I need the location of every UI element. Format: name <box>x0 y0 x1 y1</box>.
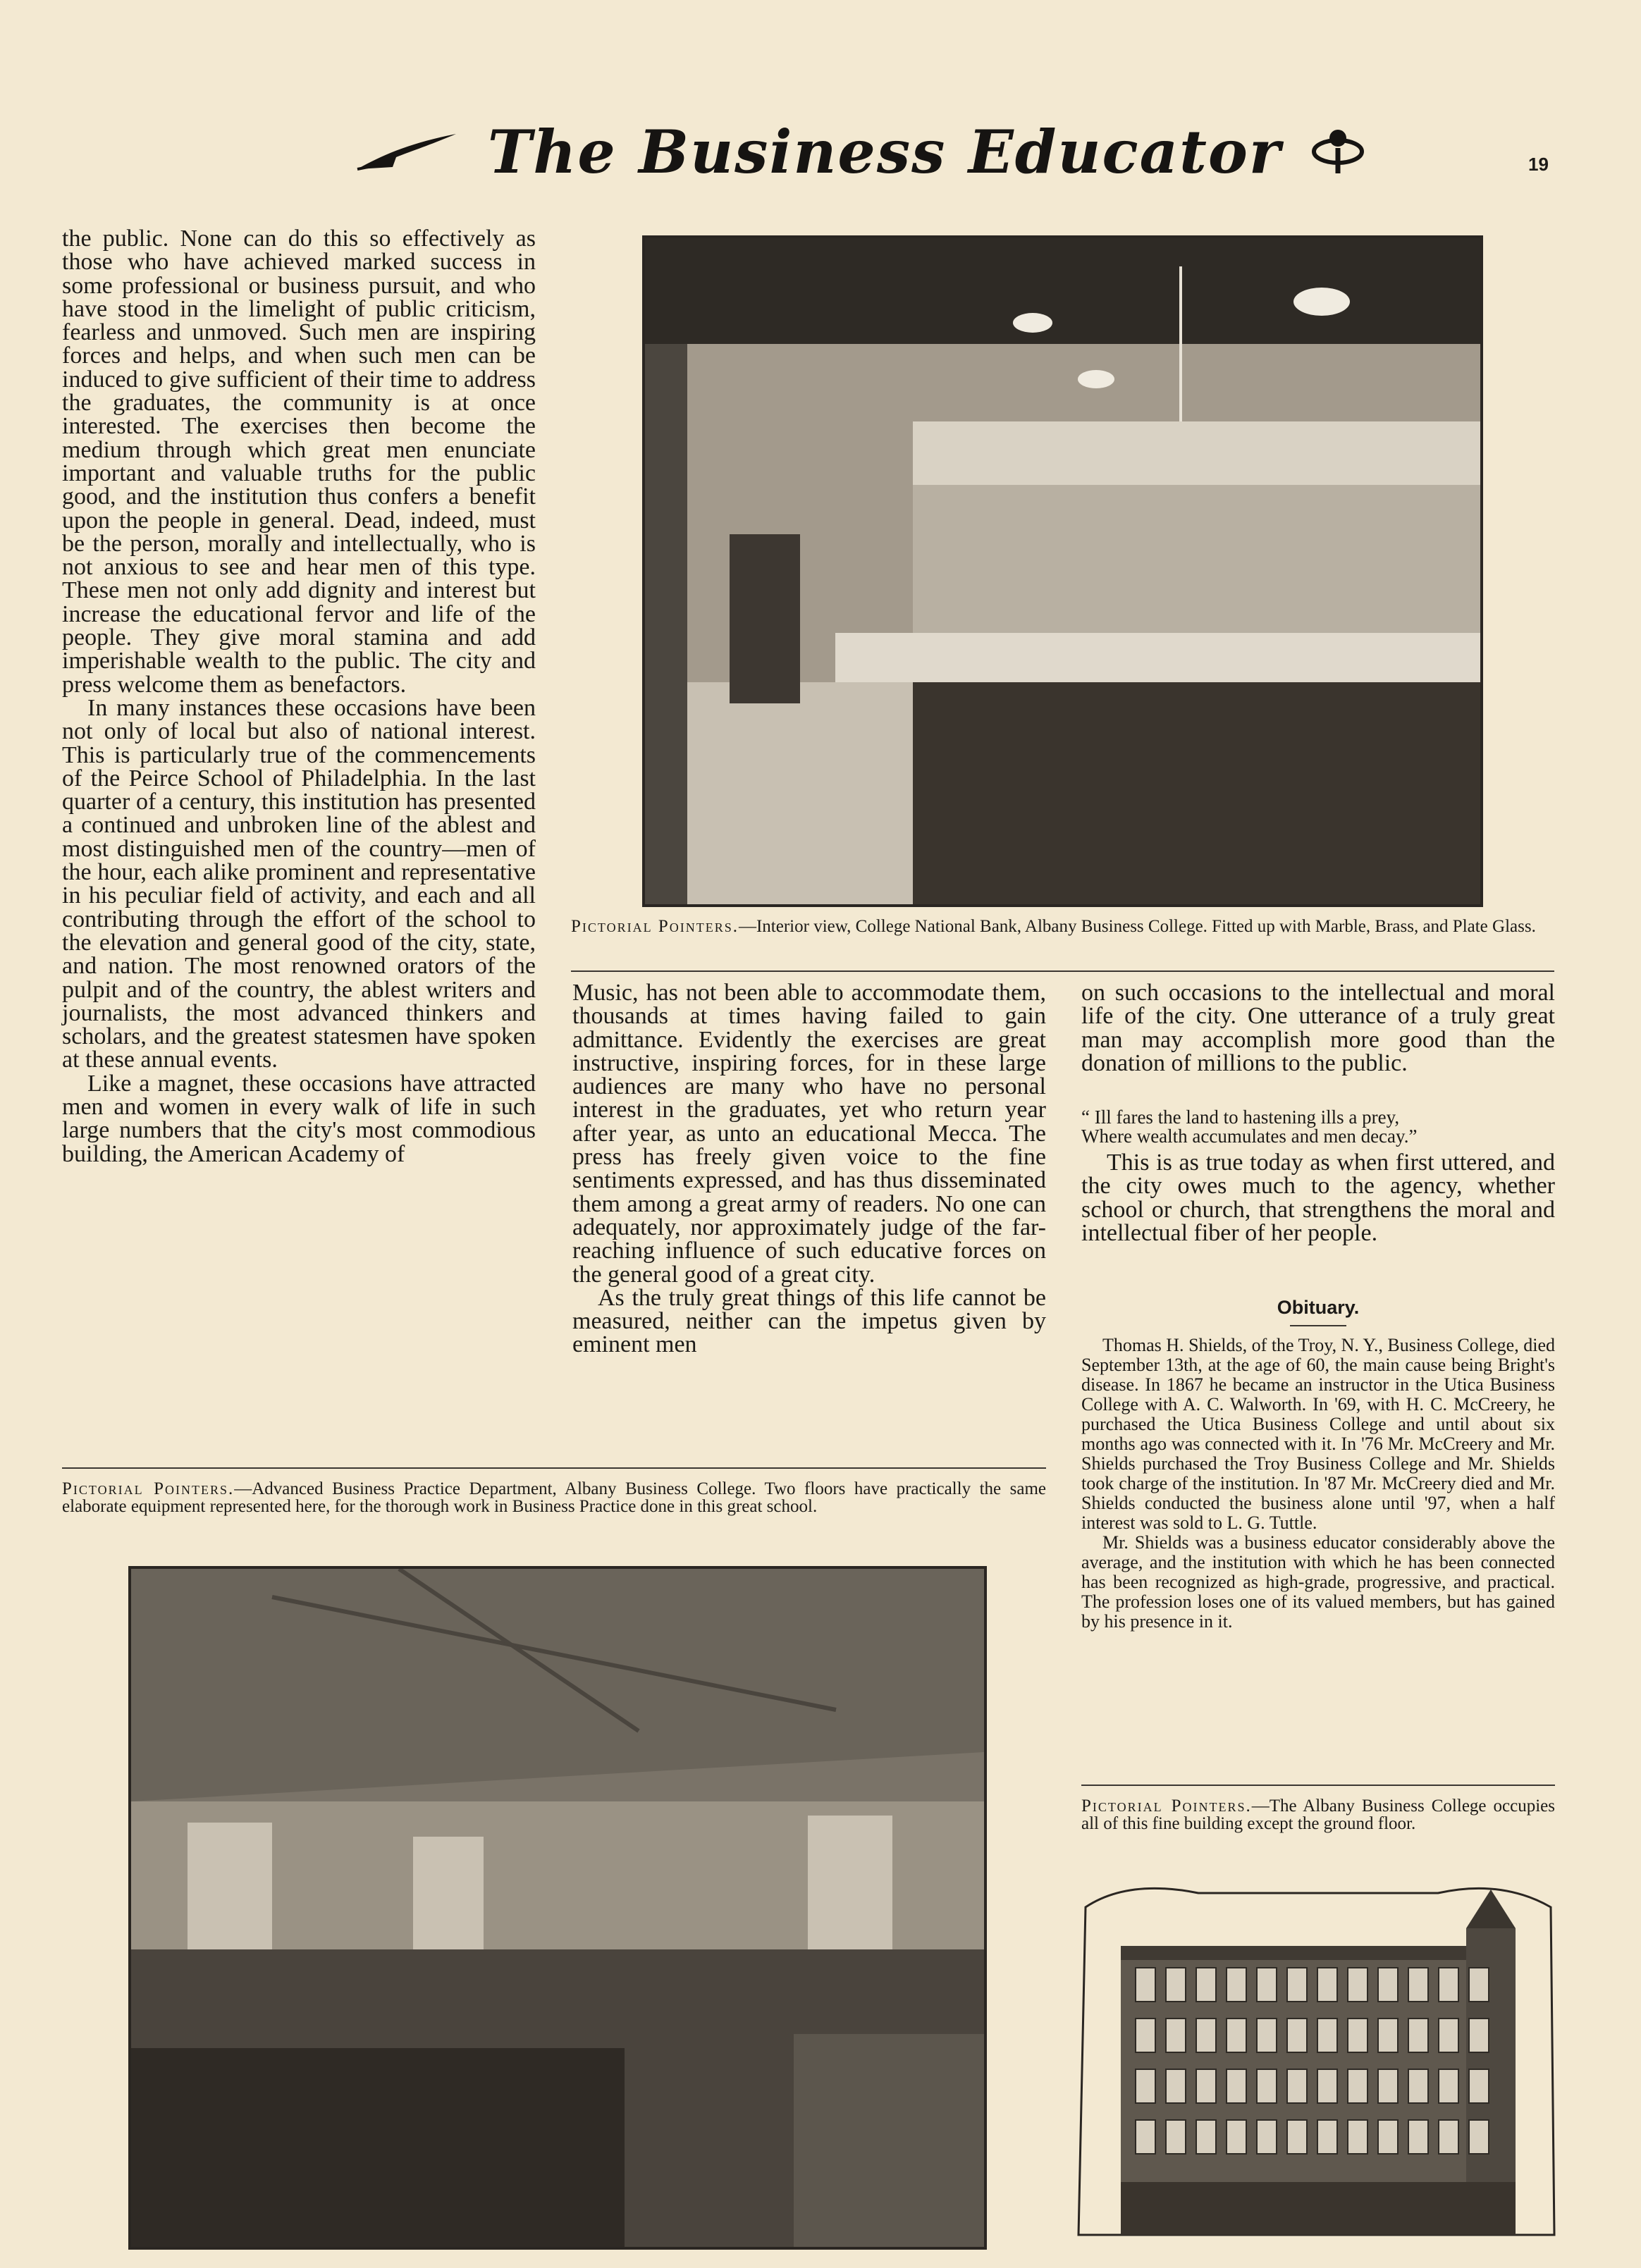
building-window <box>1226 1967 1247 2002</box>
left-column <box>62 227 536 1166</box>
paragraph: Mr. Shields was a business educator considerably above the average, and the institution with which he has been connected has been recognized as high-grade, progressive, and practical. The profession loses one of its valued members, but has gained by his presence in it. <box>1081 1532 1555 1632</box>
middle-column <box>572 981 1046 1357</box>
paragraph: As the truly great things of this life cannot be measured, neither can the impetus given by eminent men <box>572 1284 1046 1358</box>
right-column-continued <box>1081 1151 1555 1245</box>
building-window <box>1438 1967 1459 2002</box>
building-window <box>1377 2018 1399 2053</box>
ornament-icon <box>1310 127 1366 176</box>
building-window <box>1256 1967 1277 2002</box>
building-window <box>1165 2069 1186 2104</box>
building-window <box>1377 2119 1399 2155</box>
building-window <box>1165 1967 1186 2002</box>
building-window <box>1468 2069 1489 2104</box>
building-window <box>1408 2119 1429 2155</box>
divider <box>1081 1785 1555 1786</box>
building-window <box>1317 2069 1338 2104</box>
building-window <box>1196 1967 1217 2002</box>
masthead <box>310 109 1410 194</box>
building-window <box>1226 2069 1247 2104</box>
caption-lead: Pictorial Pointers. <box>62 1479 235 1498</box>
building-window <box>1135 2069 1156 2104</box>
building-window <box>1408 1967 1429 2002</box>
quote-line: Where wealth accumulates and men decay.” <box>1081 1126 1418 1147</box>
caption-text: —Interior view, College National Bank, Albany Business College. Fitted up with Marble, Brass, and Plate Glass. <box>738 917 1536 936</box>
building-window <box>1256 2018 1277 2053</box>
caption-text: —The Albany Business College occupies all of this fine building except the ground floor. <box>1081 1796 1555 1833</box>
building-window <box>1286 2018 1308 2053</box>
caption-text: —Advanced Business Practice Department, Albany Business College. Two floors have practically the same elaborate equipment represented here, for the thorough work in Business Practice done in this great school. <box>62 1479 1046 1516</box>
building-window <box>1347 2018 1368 2053</box>
building-window <box>1317 1967 1338 2002</box>
paragraph: In many instances these occasions have been not only of local but also of national interest. This is particularly true of the commencements of the Peirce School of Philadelphia. In the last quarter of a century, this institution has presented a continued and unbroken line of the ablest and most distinguished men of the country—men of the hour, each alike prominent and representative in his peculiar field of activity, and each and all contributing through the effort of the school to the elevation and general good of the city, state, and nation. The most renowned orators of the pulpit and of the country, the ablest writers and journalists, the most advanced thinkers and scholars, and the greatest statesmen have spoken at these annual events. <box>62 694 536 1073</box>
building-window <box>1317 2018 1338 2053</box>
building-window <box>1165 2119 1186 2155</box>
building-window <box>1226 2018 1247 2053</box>
building-window <box>1196 2069 1217 2104</box>
building-window <box>1135 1967 1156 2002</box>
paragraph: Music, has not been able to accommodate them, thousands at times having failed to gain admittance. Evidently the exercises are great instructive, inspiring forces, for in these large audiences are many who have no personal interest in the graduates, yet who return year after year, as unto an educational Mecca. The press has freely given voice to the fine sentiments expressed, and has thus disseminated them among a great army of readers. No one can adequately, nor approximately judge of the far-reaching influence of such educative forces on the general good of a great city. <box>572 980 1046 1288</box>
building-window <box>1438 2069 1459 2104</box>
building-window <box>1317 2119 1338 2155</box>
obituary-heading: Obituary. <box>1277 1297 1360 1318</box>
paragraph: This is as true today as when first uttered, and the city owes much to the agency, whether school or church, that strengthens the moral and intellectual fiber of her people. <box>1081 1150 1555 1246</box>
right-column <box>1081 981 1555 1075</box>
building-window <box>1408 2018 1429 2053</box>
practice-photo-caption <box>62 1480 1046 1515</box>
building-window <box>1347 2069 1368 2104</box>
college-building-photo <box>1071 1879 1558 2238</box>
caption-lead: Pictorial Pointers. <box>1081 1796 1252 1816</box>
building-window <box>1347 2119 1368 2155</box>
building-window <box>1226 2119 1247 2155</box>
paragraph: on such occasions to the intellectual and moral life of the city. One utterance of a truly great man may accomplish more good than the donation of millions to the public. <box>1081 980 1555 1076</box>
building-window <box>1256 2119 1277 2155</box>
building-window <box>1347 1967 1368 2002</box>
paragraph: the public. None can do this so effectively as those who have achieved marked success in some professional or business pursuit, and who have stood in the limelight of public criticism, fearless and unmoved. Such men are inspiring forces and helps, and when such men can be induced to give sufficient of their time to address the graduates, the community is at once interested. The exercises then become the medium through which great men enunciate important and valuable truths for the public good, and the institution thus confers a benefit upon the people in general. Dead, indeed, must be the person, morally and intellectually, who is not anxious to see and hear men of this type. These men not only add dignity and interest but increase the educational fervor and life of the people. They give moral stamina and add imperishable wealth to the public. The city and press welcome them as benefactors. <box>62 226 536 698</box>
bank-photo-caption <box>571 918 1554 935</box>
building-window <box>1135 2018 1156 2053</box>
building-window <box>1286 1967 1308 2002</box>
paragraph: Thomas H. Shields, of the Troy, N. Y., Business College, died September 13th, at the age of 60, the main cause being Bright's disease. In 1867 he became an instructor in the Utica Business College with A. C. Walworth. In '69, with H. C. McCreery, he purchased the Utica Business College and until about six months ago was connected with it. In '76 Mr. McCreery and Mr. Shields purchased the Troy Business College and Mr. Shields took charge of the institution. In '87 Mr. McCreery died and Mr. Shields conducted the business alone until '97, when a half interest was sold to L. G. Tuttle. <box>1081 1335 1555 1533</box>
quote-line: “ Ill fares the land to hastening ills a prey, <box>1081 1107 1400 1128</box>
divider <box>62 1467 1046 1469</box>
building-window <box>1196 2119 1217 2155</box>
building-window <box>1286 2119 1308 2155</box>
building-window <box>1196 2018 1217 2053</box>
building-window <box>1438 2119 1459 2155</box>
publication-title: The Business Educator <box>487 116 1282 187</box>
paragraph: Like a magnet, these occasions have attracted men and women in every walk of life in such large numbers that the city's most commodious building, the American Academy of <box>62 1070 536 1167</box>
building-window <box>1438 2018 1459 2053</box>
building-window <box>1165 2018 1186 2053</box>
building-window <box>1256 2069 1277 2104</box>
building-photo-caption <box>1081 1797 1555 1832</box>
divider <box>571 970 1554 972</box>
divider <box>1290 1325 1346 1326</box>
business-practice-photo <box>128 1566 987 2250</box>
building-window <box>1377 2069 1399 2104</box>
obituary-text <box>1081 1336 1555 1632</box>
building-window <box>1468 1967 1489 2002</box>
building-window <box>1408 2069 1429 2104</box>
building-window-grid <box>1135 1967 1501 2171</box>
building-window <box>1286 2069 1308 2104</box>
poem-quote <box>1081 1108 1555 1146</box>
page-number: 19 <box>1528 154 1549 175</box>
building-window <box>1135 2119 1156 2155</box>
quill-pen-icon <box>354 130 460 173</box>
bank-interior-photo <box>642 235 1483 907</box>
building-window <box>1468 2119 1489 2155</box>
building-window <box>1377 1967 1399 2002</box>
caption-lead: Pictorial Pointers. <box>571 917 739 936</box>
building-window <box>1468 2018 1489 2053</box>
